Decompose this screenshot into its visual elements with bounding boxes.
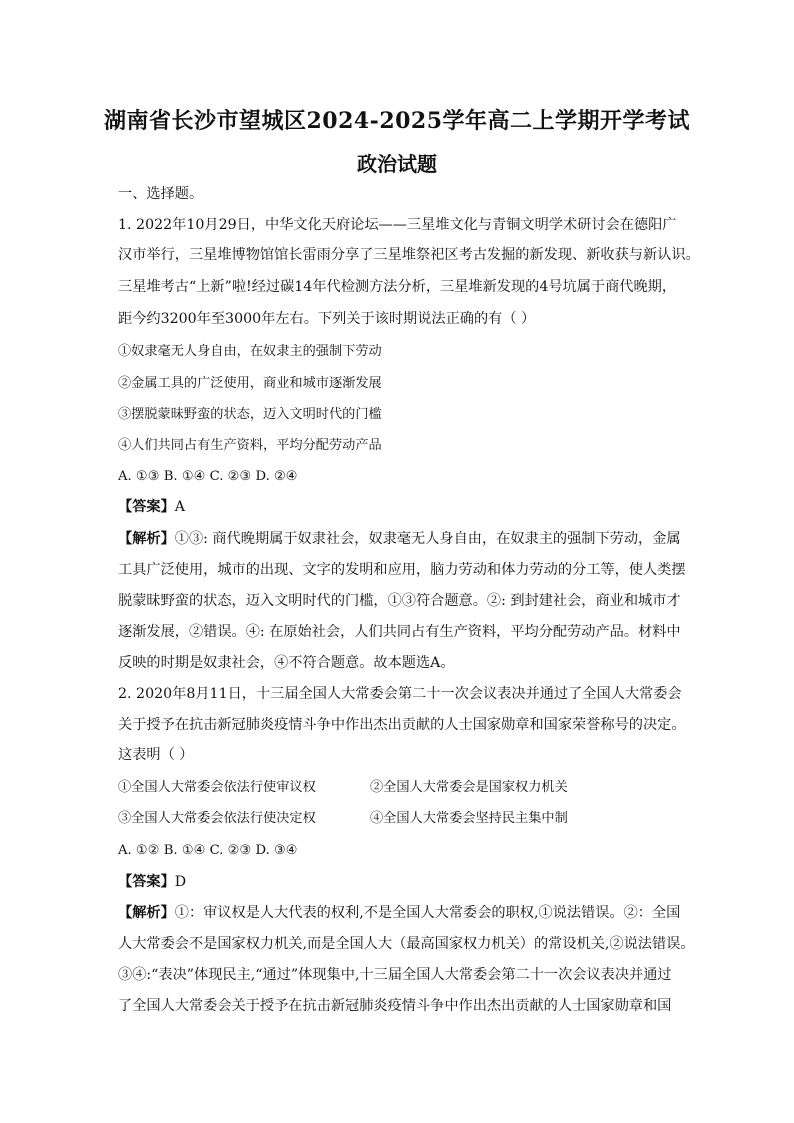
q1-analysis-line: 脱蒙昧野蛮的状态，迈入文明时代的门槛，①③符合题意。②: 到封建社会，商业和城市才 (118, 593, 681, 609)
q2-stem-line: 关于授予在抗击新冠肺炎疫情斗争中作出杰出贡献的人士国家勋章和国家荣誉称号的决定。 (118, 717, 686, 733)
page-title: 湖南省长沙市望城区2024-2025学年高二上学期开学考试 (103, 108, 691, 134)
section-heading: 一、选择题。 (118, 186, 204, 202)
q1-stem-line: 距今约3200年至3000年左右。下列关于该时期说法正确的有（ ） (118, 311, 536, 327)
analysis-label: 【解析】 (118, 905, 175, 921)
q1-stem-line: 1. 2022年10月29日，中华文化天府论坛——三星堆文化与青铜文明学术研讨会在德阳广 (118, 217, 677, 233)
q2-option: ①全国人大常委会依法行使审议权 (118, 780, 316, 795)
q1-analysis-line: 反映的时期是奴隶社会，④不符合题意。故本题选A。 (118, 655, 455, 671)
q2-option: ③全国人大常委会依法行使决定权 (118, 811, 316, 826)
q1-option: ①奴隶毫无人身自由，在奴隶主的强制下劳动 (118, 344, 382, 359)
q1-analysis-line: 逐渐发展，②错误。④: 在原始社会，人们共同占有生产资料，平均分配劳动产品。材料中 (118, 624, 681, 640)
q1-option: ④人们共同占有生产资料，平均分配劳动产品 (118, 438, 382, 453)
answer-label: 【答案】 (118, 874, 175, 890)
q1-choices: A. ①③ B. ①④ C. ②③ D. ②④ (118, 469, 298, 484)
q2-stem-line: 这表明（ ） (118, 747, 194, 763)
q2-analysis-line: ③④:“表决”体现民主,“通过”体现集中,十三届全国人大常委会第二十一次会议表决并通过 (118, 967, 672, 983)
answer-label: 【答案】 (118, 499, 175, 515)
q1-analysis-line: 工具广泛使用，城市的出现、文字的发明和应用，脑力劳动和体力劳动的分工等，使人类摆 (118, 562, 686, 578)
analysis-label: 【解析】 (118, 531, 175, 547)
q2-stem-line: 2. 2020年8月11日，十三届全国人大常委会第二十一次会议表决并通过了全国人大常委会 (118, 686, 682, 702)
answer-value: D (174, 874, 187, 890)
analysis-text: ①：审议权是人大代表的权利,不是全国人大常委会的职权,①说法错误。②：全国 (174, 905, 681, 921)
q2-option: ②全国人大常委会是国家权力机关 (370, 780, 568, 795)
q2-choices: A. ①② B. ①④ C. ②③ D. ③④ (118, 843, 298, 858)
q2-option: ④全国人大常委会坚持民主集中制 (370, 811, 568, 826)
q2-answer (118, 872, 186, 892)
q1-answer (118, 497, 185, 517)
q1-stem-line: 三星堆考古“上新”啦!经过碳14年代检测方法分析，三星堆新发现的4号坑属于商代晚期， (118, 279, 677, 295)
q1-option: ②金属工具的广泛使用，商业和城市逐渐发展 (118, 376, 382, 391)
q1-analysis-line (118, 529, 681, 549)
q1-option: ③摆脱蒙昧野蛮的状态，迈入文明时代的门槛 (118, 407, 382, 422)
analysis-text: ①③: 商代晚期属于奴隶社会，奴隶毫无人身自由，在奴隶主的强制下劳动，金属 (174, 531, 681, 547)
page-subtitle: 政治试题 (357, 152, 437, 176)
q1-stem-line: 汉市举行，三星堆博物馆馆长雷雨分享了三星堆祭祀区考古发掘的新发现、新收获与新认识。 (118, 247, 700, 263)
q2-analysis-line: 了全国人大常委会关于授予在抗击新冠肺炎疫情斗争中作出杰出贡献的人士国家勋章和国 (118, 998, 672, 1014)
q2-analysis-line (118, 903, 680, 923)
q2-analysis-line: 人大常委会不是国家权力机关,而是全国人大（最高国家权力机关）的常设机关,②说法错误。 (118, 936, 695, 952)
answer-value: A (174, 499, 186, 515)
